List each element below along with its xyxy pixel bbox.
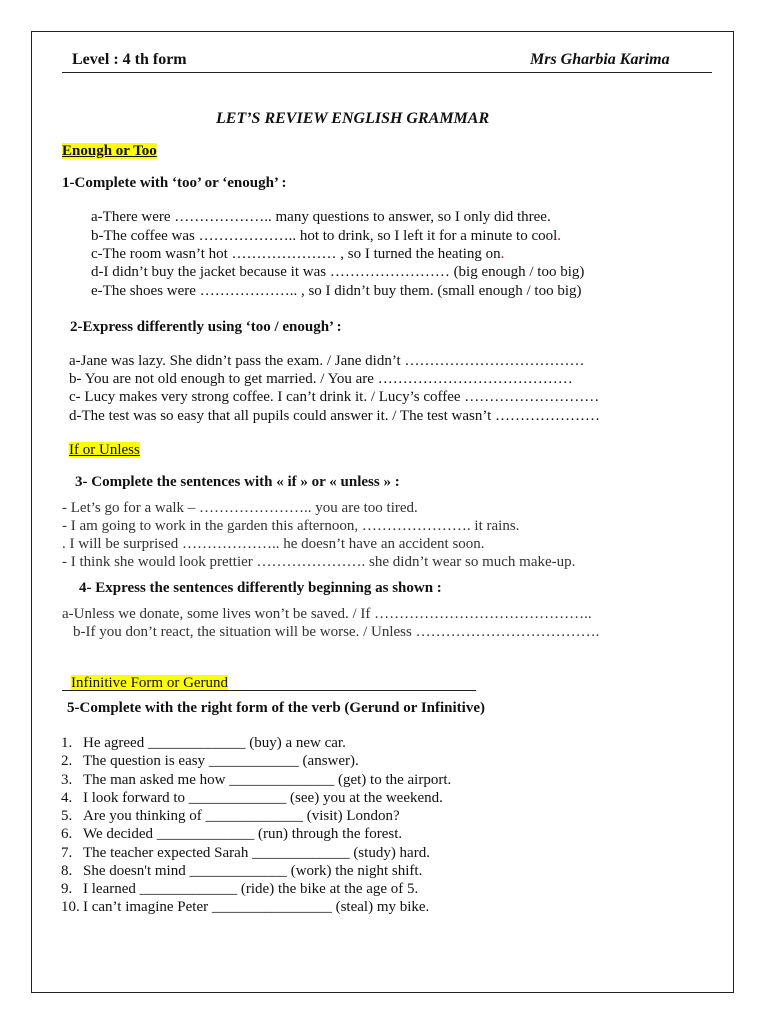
q1-item-c: c-The room wasn’t hot ………………… , so I turned the heating on. [91, 246, 505, 262]
q5-item: 2. The question is easy ____________ (answer). [61, 753, 359, 769]
q3-item-2: - I am going to work in the garden this afternoon, …………………. it rains. [62, 518, 520, 534]
section-heading-if-unless [69, 442, 140, 459]
q1-item-d: d-I didn’t buy the jacket because it was …………………… (big enough / too big) [91, 264, 585, 280]
question-5-heading: 5-Complete with the right form of the verb (Gerund or Infinitive) [67, 700, 485, 716]
question-1-heading: 1-Complete with ‘too’ or ‘enough’ : [62, 175, 287, 191]
highlighted-heading: If or Unless [69, 442, 140, 458]
q5-item: 6. We decided _____________ (run) through the forest. [61, 826, 403, 842]
q2-item-a: a-Jane was lazy. She didn’t pass the exam. / Jane didn’t ……………………………… [69, 353, 585, 369]
q1-item-e: e-The shoes were ……………….. , so I didn’t buy them. (small enough / too big) [91, 283, 582, 299]
q3-item-1: - Let’s go for a walk – ………………….. you are too tired. [62, 500, 418, 516]
page-title: LET’S REVIEW ENGLISH GRAMMAR [216, 110, 490, 127]
q2-item-d: d-The test was so easy that all pupils could answer it. / The test wasn’t ………………… [69, 408, 601, 424]
q5-item: 3. The man asked me how ______________ (get) to the airport. [61, 772, 452, 788]
q3-item-3: . I will be surprised ……………….. he doesn’t have an accident soon. [62, 536, 485, 552]
question-4-heading: 4- Express the sentences differently beginning as shown : [79, 580, 442, 596]
highlighted-heading: Enough or Too [62, 143, 157, 159]
q1-item-a: a-There were ……………….. many questions to answer, so I only did three. [91, 209, 551, 225]
header-rule [62, 72, 712, 73]
q5-item: 9. I learned _____________ (ride) the bike at the age of 5. [61, 881, 419, 897]
level-label: Level : 4 th form [72, 51, 187, 68]
q5-item: 8. She doesn't mind _____________ (work) the night shift. [61, 863, 423, 879]
q5-item: 1. He agreed _____________ (buy) a new car. [61, 735, 346, 751]
q5-item: 5. Are you thinking of _____________ (visit) London? [61, 808, 400, 824]
question-2-heading: 2-Express differently using ‘too / enough’ : [70, 319, 342, 335]
q3-item-4: - I think she would look prettier …………………. she didn’t wear so much make-up. [62, 554, 576, 570]
teacher-name: Mrs Gharbia Karima [530, 51, 670, 68]
highlighted-heading: Infinitive Form or Gerund [71, 675, 229, 691]
q5-item: 10. I can’t imagine Peter ________________ (steal) my bike. [61, 899, 430, 915]
question-3-heading: 3- Complete the sentences with « if » or « unless » : [75, 474, 400, 490]
q4-item-b: b-If you don’t react, the situation will be worse. / Unless ………………………………. [73, 624, 600, 640]
q2-item-b: b- You are not old enough to get married. / You are ………………………………… [69, 371, 573, 387]
q1-item-b: b-The coffee was ……………….. hot to drink, so I left it for a minute to cool. [91, 228, 562, 244]
q5-item: 7. The teacher expected Sarah _____________ (study) hard. [61, 845, 430, 861]
q4-item-a: a-Unless we donate, some lives won’t be saved. / If …………………………………….. [62, 606, 592, 622]
section-underline [62, 690, 476, 691]
section-heading-enough-too [62, 143, 157, 160]
q5-item: 4. I look forward to _____________ (see) you at the weekend. [61, 790, 443, 806]
q2-item-c: c- Lucy makes very strong coffee. I can’t drink it. / Lucy’s coffee ……………………… [69, 389, 600, 405]
